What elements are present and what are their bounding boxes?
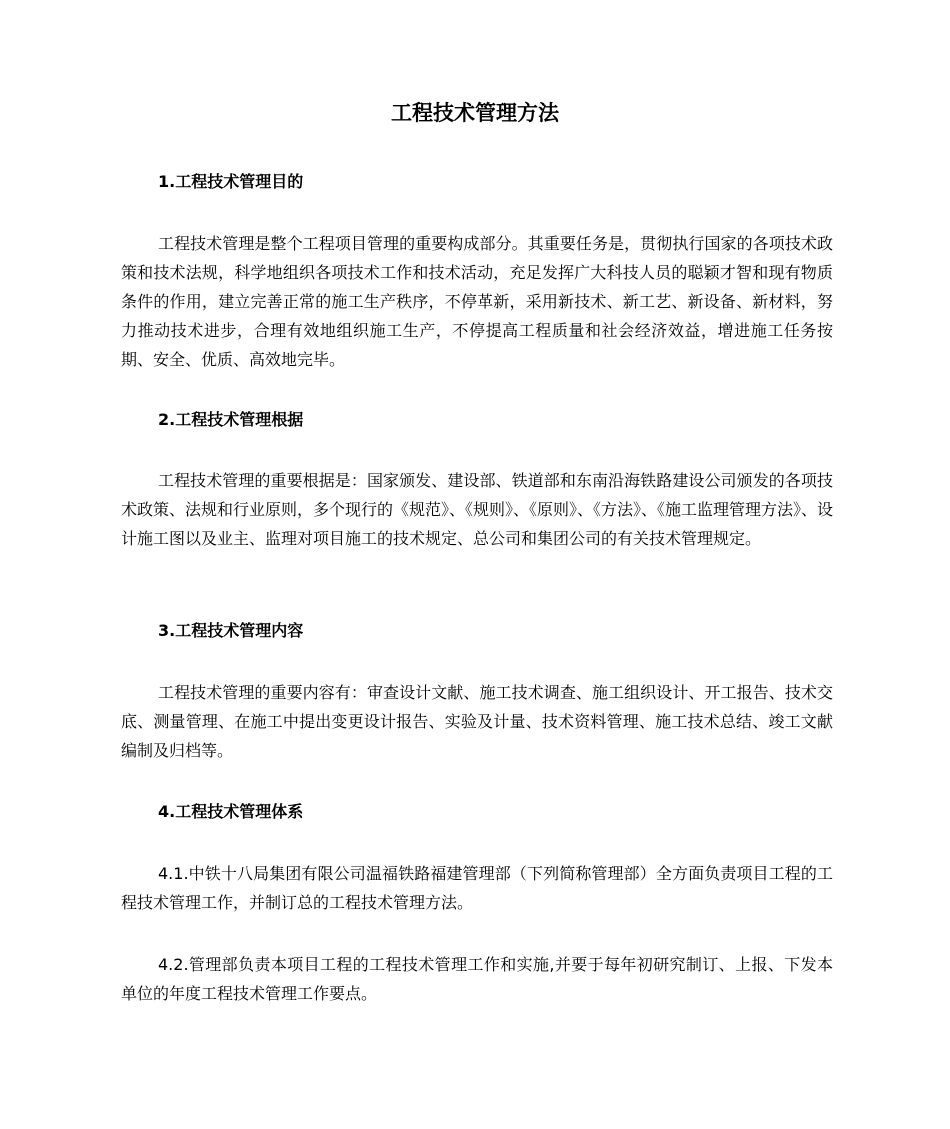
section-heading-basis: 2.工程技术管理根据 [158, 410, 304, 429]
section-paragraph-purpose: 工程技术管理是整个工程项目管理的重要构成部分。其重要任务是，贯彻执行国家的各项技术政策和技术法规，科学地组织各项技术工作和技术活动，充足发挥广大科技人员的聪颖才智和现有物质条件的作用，建立完善正常的施工生产秩序，不停革新，采用新技术、新工艺、新设备、新材料，努力推动技术进步，合理有效地组织施工生产，不停提高工程质量和社会经济效益，增进施工任务按期、安全、优质、高效地完毕。 [121, 234, 833, 369]
section-paragraph-system-4-2: 4.2.管理部负责本项目工程的工程技术管理工作和实施,并要于每年初研究制订、上报、下发本单位的年度工程技术管理工作要点。 [121, 955, 833, 1003]
section-heading-system: 4.工程技术管理体系 [158, 802, 304, 821]
section-heading-purpose: 1.工程技术管理目的 [158, 172, 304, 191]
section-heading-content: 3.工程技术管理内容 [158, 621, 304, 640]
document-title: 工程技术管理方法 [391, 101, 559, 125]
section-paragraph-content: 工程技术管理的重要内容有：审查设计文献、施工技术调查、施工组织设计、开工报告、技术交底、测量管理、在施工中提出变更设计报告、实验及计量、技术资料管理、施工技术总结、竣工文献编制及归档等。 [121, 683, 833, 760]
section-paragraph-basis: 工程技术管理的重要根据是：国家颁发、建设部、铁道部和东南沿海铁路建设公司颁发的各项技术政策、法规和行业原则，多个现行的《规范》、《规则》、《原则》、《方法》、《施工监理管理方法》、设计施工图以及业主、监理对项目施工的技术规定、总公司和集团公司的有关技术管理规定。 [121, 471, 834, 548]
section-paragraph-system-4-1: 4.1.中铁十八局集团有限公司温福铁路福建管理部（下列简称管理部）全方面负责项目工程的工程技术管理工作，并制订总的工程技术管理方法。 [121, 864, 833, 912]
